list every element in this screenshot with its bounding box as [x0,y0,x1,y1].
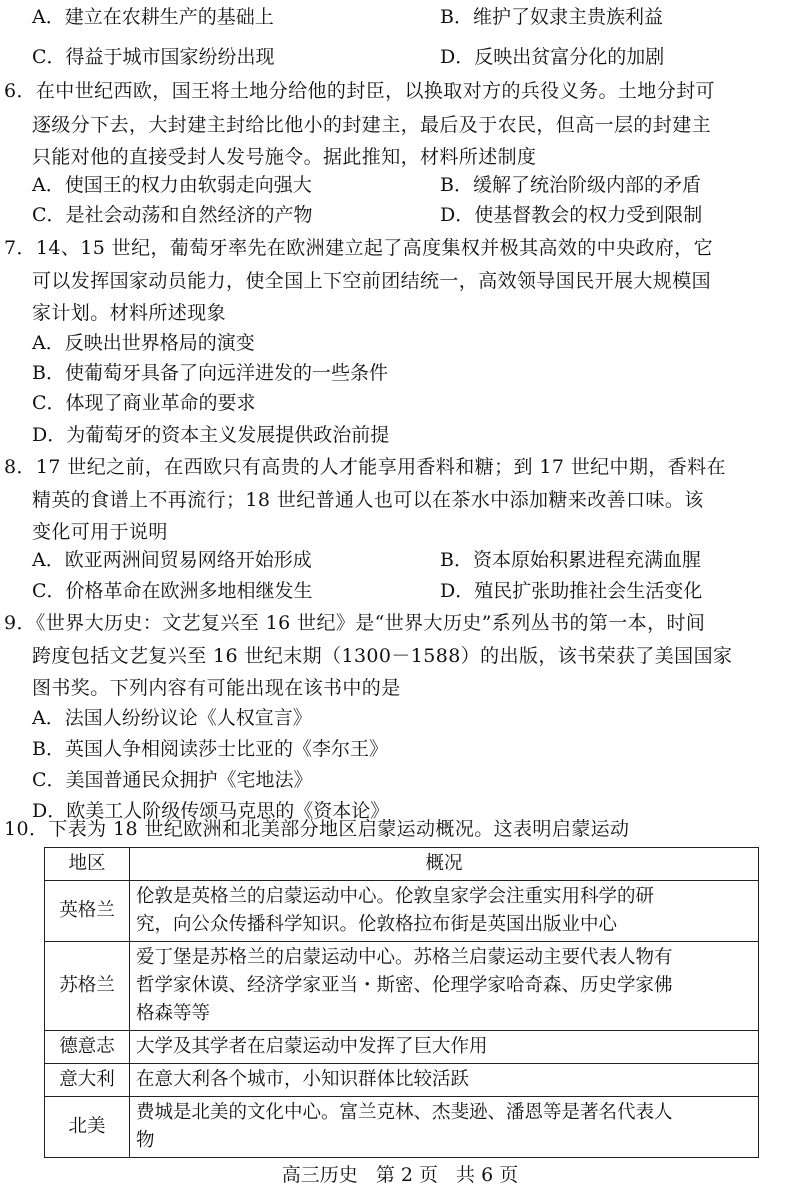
q8-option-c: C．价格革命在欧洲多地相继发生 [32,580,313,602]
table-cell-overview [130,942,759,1031]
table-row [45,881,759,942]
q6-stem-line-1: 6．在中世纪西欧，国王将土地分给他的封臣，以换取对方的兵役义务。土地分封可 [4,80,715,102]
table-row [45,1097,759,1158]
table-cell-line: 大学及其学者在启蒙运动中发挥了巨大作用 [136,1036,488,1057]
q6-option-c: C．是社会动荡和自然经济的产物 [32,204,313,226]
table-cell-region: 北美 [45,1097,130,1158]
q5-option-b: B．维护了奴隶主贵族利益 [440,6,663,28]
table-cell-region: 意大利 [45,1064,130,1097]
q7-option-a: A．反映出世界格局的演变 [32,332,255,354]
q7-stem-line-1: 7．14、15 世纪，葡萄牙率先在欧洲建立起了高度集权并极其高效的中央政府，它 [4,237,714,259]
q9-option-a: A．法国人纷纷议论《人权宣言》 [32,707,312,729]
q6-option-a: A．使国王的权力由软弱走向强大 [32,174,312,196]
table-cell-line: 费城是北美的文化中心。富兰克林、杰斐逊、潘恩等是著名代表人 [136,1102,673,1123]
q8-stem-line-2: 精英的食谱上不再流行；18 世纪普通人也可以在茶水中添加糖来改善口味。该 [32,489,704,511]
q9-stem-line-1: 9．《世界大历史：文艺复兴至 16 世纪》是“世界大历史”系列丛书的第一本，时间 [4,612,706,634]
footer-total-pages: 共 6 页 [456,1164,519,1186]
table-header-row [45,848,759,881]
q9-option-d: D．欧美工人阶级传颂马克思的《资本论》 [32,800,390,822]
table-cell-line: 物 [136,1130,155,1151]
q8-stem-line-3: 变化可用于说明 [32,521,168,543]
table-cell-region: 英格兰 [45,881,130,942]
q7-stem-line-3: 家计划。材料所述现象 [32,302,227,324]
table-header-overview: 概况 [130,848,759,881]
q5-option-d: D．反映出贫富分化的加剧 [440,46,665,68]
table-cell-line: 究，向公众传播科学知识。伦敦格拉布街是英国出版业中心 [136,914,618,935]
q8-option-a: A．欧亚两洲间贸易网络开始形成 [32,549,312,571]
table-header-region: 地区 [45,848,130,881]
q7-option-c: C．体现了商业革命的要求 [32,392,256,414]
table-cell-line: 伦敦是英格兰的启蒙运动中心。伦敦皇家学会注重实用科学的研 [136,886,655,907]
table-row [45,1064,759,1097]
table-cell-region: 苏格兰 [45,942,130,1031]
table-cell-overview [130,881,759,942]
q6-stem-line-2: 逐级分下去，大封建主封给比他小的封建主，最后及于农民，但高一层的封建主 [32,114,712,136]
table-cell-line: 在意大利各个城市，小知识群体比较活跃 [136,1069,470,1090]
table-cell-overview [130,1097,759,1158]
q9-stem-line-3: 图书奖。下列内容有可能出现在该书中的是 [32,677,401,699]
q8-option-b: B．资本原始积累进程充满血腥 [440,549,701,571]
q8-stem-line-1: 8．17 世纪之前，在西欧只有高贵的人才能享用香料和糖；到 17 世纪中期，香料在 [4,456,726,478]
q7-option-d: D．为葡萄牙的资本主义发展提供政治前提 [32,424,390,446]
table-cell-overview [130,1031,759,1064]
table-cell-line: 格森等等 [136,1003,211,1024]
q7-stem-line-2: 可以发挥国家动员能力，使全国上下空前团结统一，高效领导国民开展大规模国 [32,270,712,292]
q8-option-d: D．殖民扩张助推社会生活变化 [440,580,703,602]
page-footer [0,1160,800,1190]
table-cell-line: 哲学家休谟、经济学家亚当・斯密、伦理学家哈奇森、历史学家佛 [136,975,673,996]
q6-stem-line-3: 只能对他的直接受封人发号施令。据此推知，材料所述制度 [32,146,537,168]
footer-subject: 高三历史 [281,1164,358,1186]
q6-option-b: B．缓解了统治阶级内部的矛盾 [440,174,701,196]
table-row [45,942,759,1031]
q7-option-b: B．使葡萄牙具备了向远洋进发的一些条件 [32,362,388,384]
table-cell-line: 爱丁堡是苏格兰的启蒙运动中心。苏格兰启蒙运动主要代表人物有 [136,947,673,968]
footer-page-number: 第 2 页 [375,1164,438,1186]
q9-option-c: C．美国普通民众拥护《宅地法》 [32,769,313,791]
q9-option-b: B．英国人争相阅读莎士比亚的《李尔王》 [32,738,388,760]
table-cell-overview [130,1064,759,1097]
table-row [45,1031,759,1064]
q6-option-d: D．使基督教会的权力受到限制 [440,204,703,226]
q5-option-a: A．建立在农耕生产的基础上 [32,6,274,28]
table-cell-region: 德意志 [45,1031,130,1064]
q5-option-c: C．得益于城市国家纷纷出现 [32,46,275,68]
q9-stem-line-2: 跨度包括文艺复兴至 16 世纪末期（1300－1588）的出版，该书荣获了美国国家 [32,645,733,667]
enlightenment-table [44,847,759,1158]
q10-stem: 10．下表为 18 世纪欧洲和北美部分地区启蒙运动概况。这表明启蒙运动 [4,818,630,840]
